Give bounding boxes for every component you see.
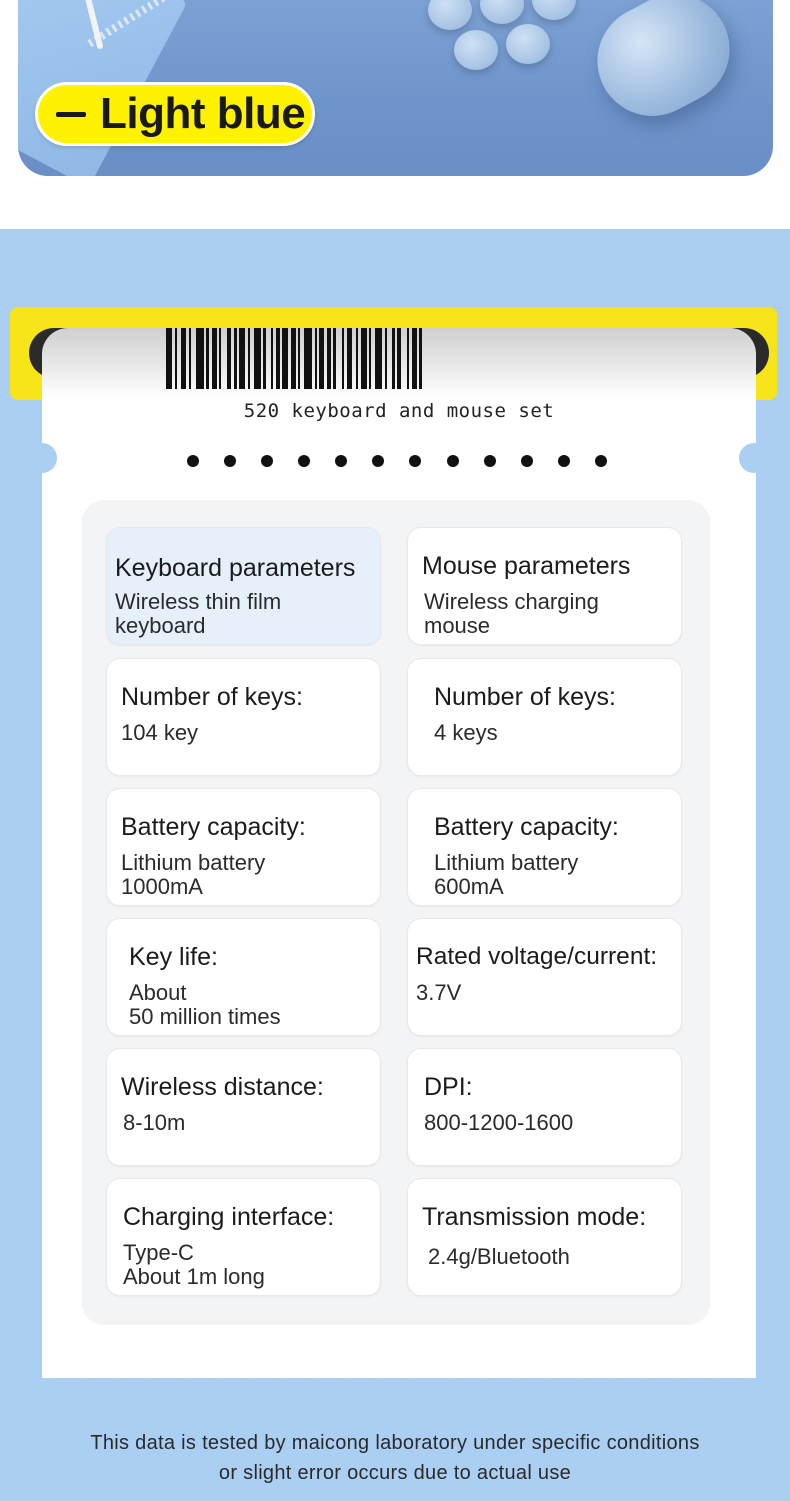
card-title: DPI:	[424, 1073, 473, 1101]
keyboard-parameters-header	[106, 527, 381, 645]
card-title: Keyboard parameters	[115, 554, 356, 582]
dot-divider	[187, 455, 607, 469]
keyboard-param-card	[106, 918, 381, 1036]
keyboard-param-card	[106, 1048, 381, 1166]
card-value: Wireless thin film keyboard	[115, 589, 282, 638]
dot-icon	[298, 455, 310, 467]
card-value: 8-10m	[123, 1110, 186, 1135]
barcode-bar	[375, 328, 382, 389]
mouse-parameters-header	[407, 527, 682, 645]
dot-icon	[372, 455, 384, 467]
mouse-param-card	[407, 1048, 682, 1166]
receipt-notch-right	[739, 443, 769, 473]
dot-icon	[521, 455, 533, 467]
card-value: 3.7V	[416, 980, 462, 1005]
dot-icon	[484, 455, 496, 467]
card-value: Lithium battery 1000mA	[121, 850, 266, 899]
barcode-space	[422, 328, 426, 389]
dot-icon	[409, 455, 421, 467]
mouse-param-card	[407, 658, 682, 776]
dash-icon	[56, 112, 86, 117]
mouse-param-card	[407, 1178, 682, 1296]
card-title: Wireless distance:	[121, 1073, 324, 1101]
barcode-bar	[254, 328, 261, 389]
card-title: Battery capacity:	[121, 813, 306, 841]
card-value: Lithium battery 600mA	[434, 850, 579, 899]
disclaimer-line: or slight error occurs due to actual use	[218, 1462, 572, 1484]
card-value: 2.4g/Bluetooth	[428, 1244, 570, 1269]
card-title: Number of keys:	[434, 683, 617, 711]
card-value: About 50 million times	[129, 980, 281, 1029]
color-variant-text: Light blue	[100, 89, 306, 138]
barcode-bar	[196, 328, 204, 389]
keycap-image	[480, 0, 524, 24]
card-value: 800-1200-1600	[424, 1110, 574, 1135]
receipt-torn-edge	[42, 1376, 756, 1392]
keycap-image	[532, 0, 576, 20]
card-value: Type-C About 1m long	[123, 1240, 265, 1289]
product-name: 520 keyboard and mouse set	[243, 400, 555, 422]
disclaimer-line: This data is tested by maicong laboratory under specific conditions	[90, 1432, 700, 1454]
dot-icon	[335, 455, 347, 467]
card-title: Transmission mode:	[422, 1203, 647, 1231]
mouse-param-card	[407, 788, 682, 906]
barcode-icon	[166, 328, 628, 389]
card-value: Wireless charging mouse	[424, 589, 599, 638]
keyboard-param-card	[106, 1178, 381, 1296]
card-title: Rated voltage/current:	[416, 943, 658, 970]
card-title: Key life:	[129, 943, 218, 971]
test-disclaimer	[0, 1428, 790, 1488]
keycap-image	[454, 30, 498, 70]
dot-icon	[595, 455, 607, 467]
barcode-bar	[304, 328, 312, 389]
keycap-image	[506, 24, 550, 64]
card-title: Mouse parameters	[422, 552, 631, 580]
receipt-notch-left	[27, 443, 57, 473]
card-title: Charging interface:	[123, 1203, 335, 1231]
keyboard-param-card	[106, 788, 381, 906]
mouse-param-card	[407, 918, 682, 1036]
dot-icon	[447, 455, 459, 467]
dot-icon	[261, 455, 273, 467]
mouse-image	[578, 0, 749, 135]
card-title: Battery capacity:	[434, 813, 619, 841]
keycap-image	[428, 0, 472, 30]
color-variant-label	[35, 82, 315, 146]
card-value: 104 key	[121, 720, 199, 745]
dot-icon	[224, 455, 236, 467]
keyboard-param-card	[106, 658, 381, 776]
card-title: Number of keys:	[121, 683, 304, 711]
dot-icon	[187, 455, 199, 467]
dot-icon	[558, 455, 570, 467]
card-value: 4 keys	[434, 720, 498, 745]
